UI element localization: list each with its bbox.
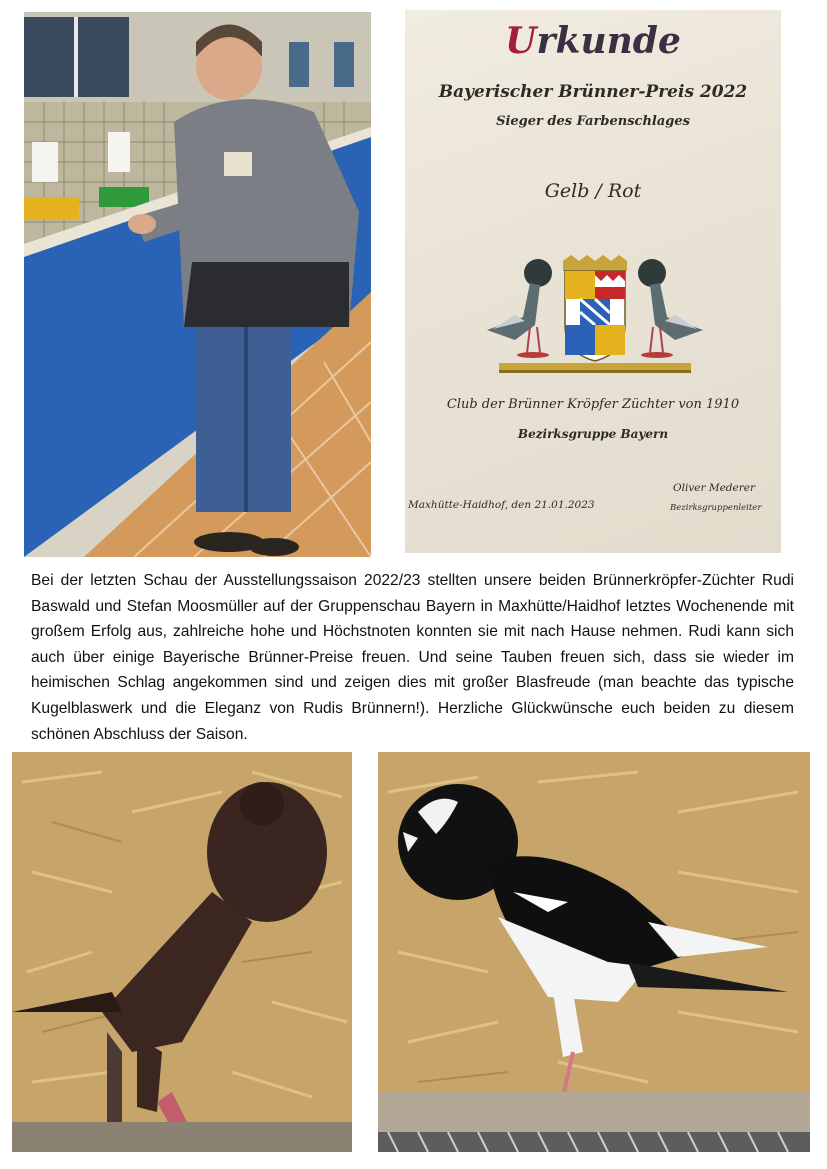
signature-icon (675, 472, 781, 553)
certificate-prize: Bayerischer Brünner-Preis 2022 (438, 82, 748, 102)
certificate-color-class: Gelb / Rot (544, 180, 642, 202)
certificate-group: Bezirksgruppe Bayern (517, 427, 669, 441)
certificate-title (405, 20, 781, 62)
certificate-signer: Oliver Mederer (673, 482, 755, 494)
certificate-signer-role: Bezirksgruppenleiter (670, 503, 762, 513)
certificate-title-initial: U (505, 20, 537, 62)
photo-breeder-at-show (24, 12, 371, 557)
certificate-club: Club der Brünner Kröpfer Züchter von 1910 (446, 397, 740, 412)
certificate (405, 10, 781, 553)
certificate-emblem (485, 255, 705, 383)
photo-black-white-pouter-pigeon (378, 752, 810, 1152)
certificate-subtitle: Sieger des Farbenschlages (496, 114, 690, 129)
certificate-place-date: Maxhütte-Haidhof, den 21.01.2023 (408, 499, 595, 511)
certificate-title-rest: rkunde (536, 20, 681, 62)
photo-brown-pouter-pigeon (12, 752, 352, 1152)
article-text: Bei der letzten Schau der Ausstellungssaison 2022/23 stellten unsere beiden Brünnerkröpfer-Züchter Rudi Baswald und Stefan Moosmüller auf der Gruppenschau Bayern in Maxhütte/Haidhof letztes Wochenende mit großem Erfolg aus, zahlreiche hohe und Höchstnoten konnten sie mit nach Hause nehmen. Rudi kann sich auch über einige Bayerische Brünner-Preise freuen. Und seine Tauben freuen sich, dass sie wieder im heimischen Schlag angekommen sind und zeigen dies mit großer Blasfreude (man beachte das typische Kugelblaswerk und die Eleganz von Rudis Brünnern!). Herzliche Glückwünsche euch beiden zu diesem schönen Abschluss der Saison. (31, 572, 794, 743)
